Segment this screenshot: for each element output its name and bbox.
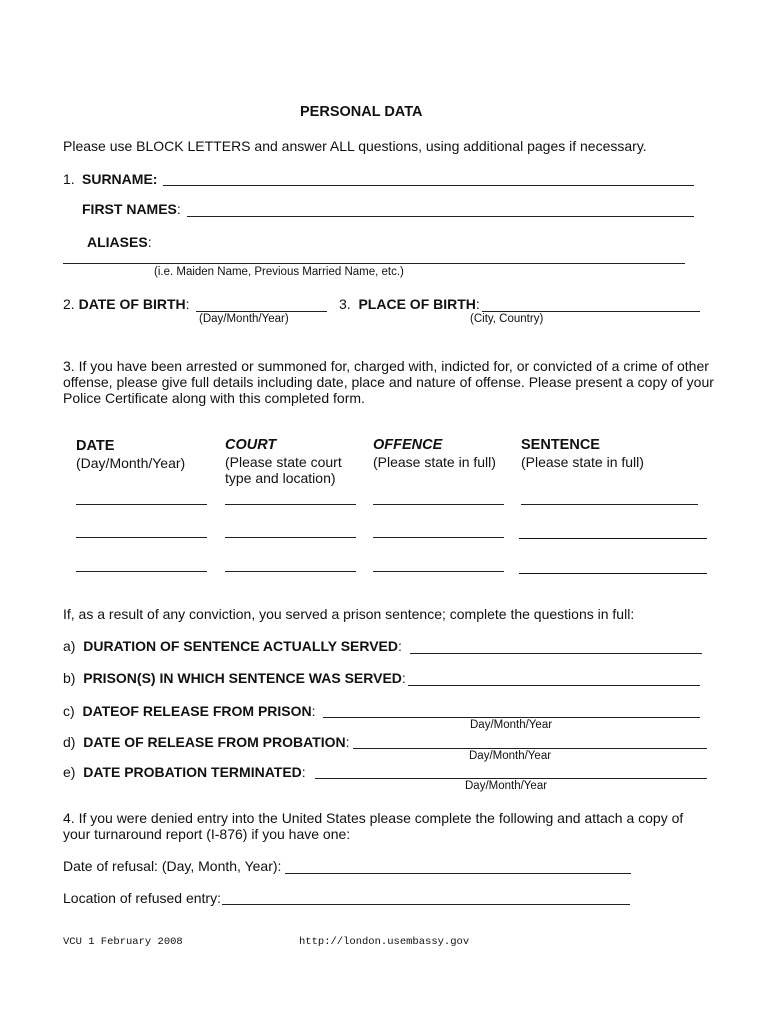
row3-date-field[interactable] bbox=[76, 571, 207, 572]
row2-date-field[interactable] bbox=[76, 537, 207, 538]
prison-item-d-label: d) DATE OF RELEASE FROM PROBATION: bbox=[63, 734, 350, 750]
prison-item-e-hint: Day/Month/Year bbox=[465, 780, 548, 792]
section1-number: 1. bbox=[63, 171, 75, 187]
prison-item-c-hint: Day/Month/Year bbox=[470, 719, 553, 731]
refusal-date-field[interactable] bbox=[285, 873, 631, 874]
section4-paragraph-line1: 4. If you were denied entry into the United States please complete the following and attach a copy of bbox=[63, 810, 684, 826]
aliases-hint: (i.e. Maiden Name, Previous Married Name, etc.) bbox=[154, 266, 404, 278]
row3-offence-field[interactable] bbox=[373, 571, 504, 572]
footer-url[interactable]: http://london.usembassy.gov bbox=[299, 936, 470, 948]
prison-item-d-hint: Day/Month/Year bbox=[469, 750, 552, 762]
prison-item-d-field[interactable] bbox=[353, 748, 707, 749]
pob-label: 3. PLACE OF BIRTH: bbox=[339, 296, 480, 312]
pob-field[interactable] bbox=[482, 311, 700, 312]
dob-label: 2. DATE OF BIRTH: bbox=[63, 296, 190, 312]
aliases-label: ALIASES: bbox=[87, 234, 152, 250]
column-header-court: COURT bbox=[225, 437, 277, 453]
first-names-label: FIRST NAMES: bbox=[82, 201, 181, 217]
section4-paragraph-line2: your turnaround report (I-876) if you have one: bbox=[63, 826, 351, 842]
first-names-field[interactable] bbox=[187, 216, 694, 217]
dob-hint: (Day/Month/Year) bbox=[199, 313, 289, 325]
section3-paragraph-line2: offense, please give full details including date, place and nature of offense. Please present a copy of your bbox=[63, 374, 714, 390]
pob-hint: (City, Country) bbox=[470, 313, 544, 325]
refusal-location-label: Location of refused entry: bbox=[63, 890, 221, 906]
instructions: Please use BLOCK LETTERS and answer ALL questions, using additional pages if necessary. bbox=[63, 138, 647, 154]
row3-court-field[interactable] bbox=[225, 571, 356, 572]
column-sub-court-line1: (Please state court bbox=[225, 454, 342, 470]
column-sub-sentence: (Please state in full) bbox=[521, 454, 644, 470]
prison-item-b-label: b) PRISON(S) IN WHICH SENTENCE WAS SERVED: bbox=[63, 670, 406, 686]
row2-sentence-field[interactable] bbox=[519, 538, 707, 539]
prison-item-a-field[interactable] bbox=[410, 653, 702, 654]
row2-court-field[interactable] bbox=[225, 537, 356, 538]
row1-offence-field[interactable] bbox=[373, 504, 504, 505]
section3-paragraph-line3: Police Certificate along with this completed form. bbox=[63, 390, 365, 406]
column-sub-court-line2: type and location) bbox=[225, 470, 336, 486]
prison-item-c-field[interactable] bbox=[323, 717, 700, 718]
surname-field[interactable] bbox=[163, 185, 694, 186]
page-title: PERSONAL DATA bbox=[300, 104, 423, 120]
column-header-offence: OFFENCE bbox=[373, 437, 443, 453]
refusal-location-field[interactable] bbox=[222, 904, 630, 905]
dob-field[interactable] bbox=[196, 311, 327, 312]
column-header-date: DATE bbox=[76, 438, 115, 454]
column-sub-date: (Day/Month/Year) bbox=[76, 455, 186, 471]
surname-label: SURNAME: bbox=[82, 171, 158, 187]
row2-offence-field[interactable] bbox=[373, 537, 504, 538]
section3-paragraph-line1: 3. If you have been arrested or summoned for, charged with, indicted for, or convicted of a crime of other bbox=[63, 358, 709, 374]
row1-court-field[interactable] bbox=[225, 504, 356, 505]
prison-item-b-field[interactable] bbox=[408, 685, 700, 686]
column-sub-offence: (Please state in full) bbox=[373, 454, 496, 470]
column-header-sentence: SENTENCE bbox=[521, 437, 600, 453]
aliases-field[interactable] bbox=[63, 263, 685, 264]
prison-item-c-label: c) DATEOF RELEASE FROM PRISON: bbox=[63, 703, 316, 719]
row3-sentence-field[interactable] bbox=[519, 573, 707, 574]
footer-form-id: VCU 1 February 2008 bbox=[63, 936, 183, 948]
prison-item-e-field[interactable] bbox=[315, 778, 707, 779]
prison-item-a-label: a) DURATION OF SENTENCE ACTUALLY SERVED: bbox=[63, 638, 402, 654]
row1-sentence-field[interactable] bbox=[521, 504, 698, 505]
prison-intro: If, as a result of any conviction, you served a prison sentence; complete the questions in full: bbox=[63, 606, 635, 622]
refusal-date-label: Date of refusal: (Day, Month, Year): bbox=[63, 858, 282, 874]
row1-date-field[interactable] bbox=[76, 504, 207, 505]
prison-item-e-label: e) DATE PROBATION TERMINATED: bbox=[63, 764, 306, 780]
